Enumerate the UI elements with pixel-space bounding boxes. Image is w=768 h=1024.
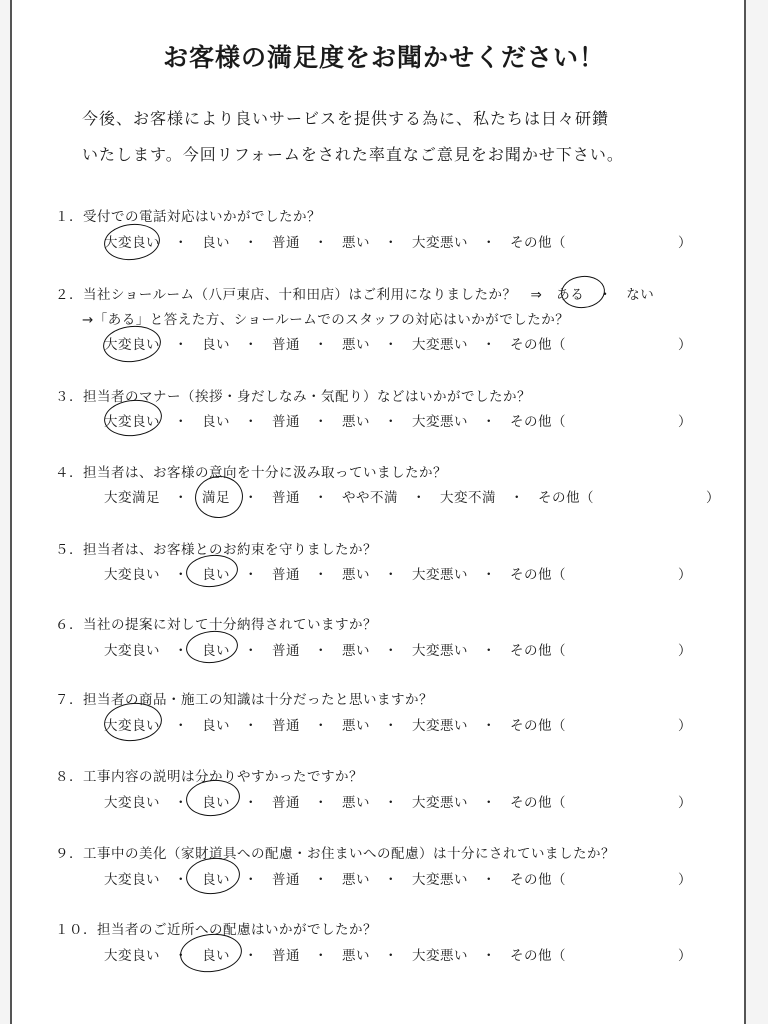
question-8: ８．工事内容の説明は分かりやすかったですか？: [55, 769, 363, 785]
answer-options-5: 大変良い ・ 良い ・ 普通 ・ 悪い ・ 大変悪い ・ その他（ ）: [104, 567, 692, 583]
question-2: ２．当社ショールーム（八戸東店、十和田店）はご利用になりましたか？ ⇒ ある ・ ない: [55, 287, 655, 303]
answer-options-2: 大変良い ・ 良い ・ 普通 ・ 悪い ・ 大変悪い ・ その他（ ）: [104, 337, 692, 353]
intro-line-2: いたします。今回リフォームをされた率直なご意見をお聞かせ下さい。: [82, 145, 624, 164]
page-title: お客様の満足度をお聞かせください！: [162, 43, 605, 72]
question-3: ３．担当者のマナー（挨拶・身だしなみ・気配り）などはいかがでしたか？: [55, 389, 531, 405]
answer-options-3: 大変良い ・ 良い ・ 普通 ・ 悪い ・ 大変悪い ・ その他（ ）: [104, 414, 692, 430]
answer-options-9: 大変良い ・ 良い ・ 普通 ・ 悪い ・ 大変悪い ・ その他（ ）: [104, 872, 692, 888]
answer-options-7: 大変良い ・ 良い ・ 普通 ・ 悪い ・ 大変悪い ・ その他（ ）: [104, 718, 692, 734]
intro-line-1: 今後、お客様により良いサービスを提供する為に、私たちは日々研鑽: [82, 109, 610, 128]
question-9: ９．工事中の美化（家財道具への配慮・お住まいへの配慮）は十分にされていましたか？: [55, 846, 615, 862]
question-4: ４．担当者は、お客様の意向を十分に汲み取っていましたか？: [55, 465, 447, 481]
question-10: １０．担当者のご近所への配慮はいかがでしたか？: [55, 922, 377, 938]
question-5: ５．担当者は、お客様とのお約束を守りましたか？: [55, 542, 377, 558]
question-6: ６．当社の提案に対して十分納得されていますか？: [55, 617, 377, 633]
question-7: ７．担当者の商品・施工の知識は十分だったと思いますか？: [55, 692, 433, 708]
answer-options-4: 大変満足 ・ 満足 ・ 普通 ・ やや不満 ・ 大変不満 ・ その他（ ）: [104, 490, 720, 506]
question-2-followup: →「ある」と答えた方、ショールームでのスタッフの対応はいかがでしたか？: [82, 312, 570, 328]
question-1: １．受付での電話対応はいかがでしたか？: [55, 209, 321, 225]
answer-options-10: 大変良い ・ 良い ・ 普通 ・ 悪い ・ 大変悪い ・ その他（ ）: [104, 948, 692, 964]
answer-options-1: 大変良い ・ 良い ・ 普通 ・ 悪い ・ 大変悪い ・ その他（ ）: [104, 235, 692, 251]
answer-options-6: 大変良い ・ 良い ・ 普通 ・ 悪い ・ 大変悪い ・ その他（ ）: [104, 643, 692, 659]
answer-options-8: 大変良い ・ 良い ・ 普通 ・ 悪い ・ 大変悪い ・ その他（ ）: [104, 795, 692, 811]
